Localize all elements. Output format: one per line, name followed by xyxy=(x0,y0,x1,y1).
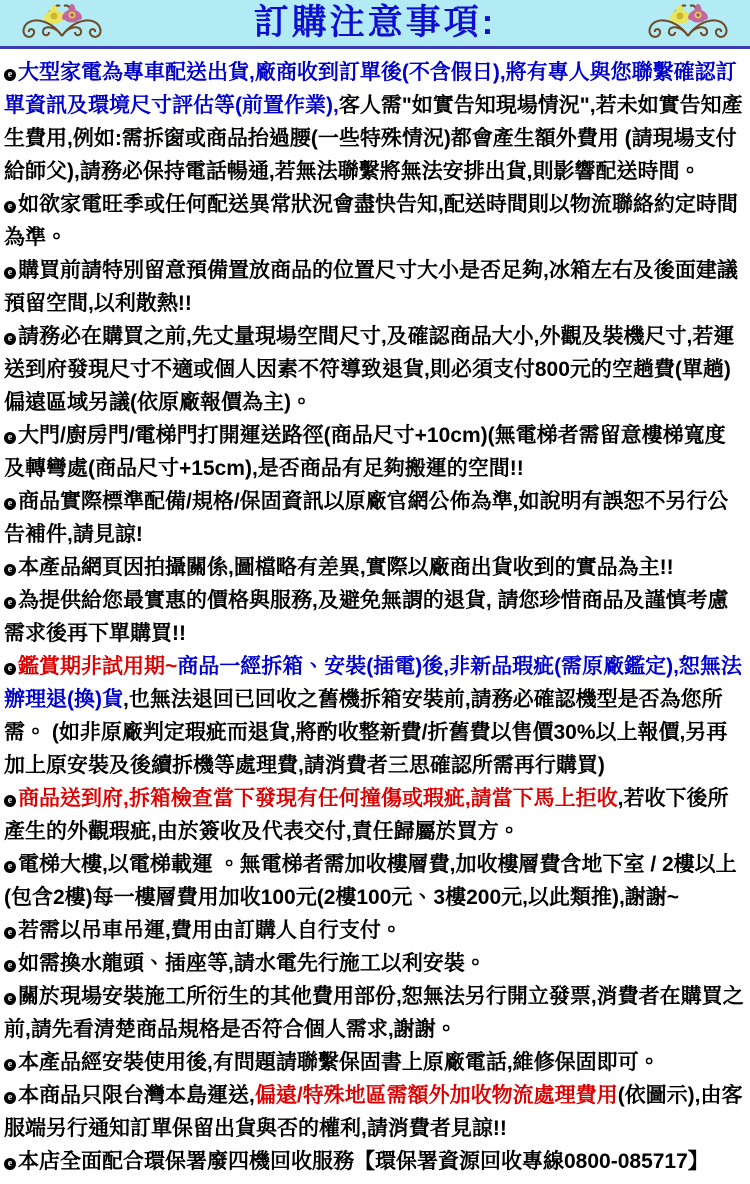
notice-text-segment: 本商品只限台灣本島運送, xyxy=(18,1084,255,1107)
page-header xyxy=(0,0,750,49)
notice-item xyxy=(4,188,744,254)
notice-text-segment: 電梯大樓,以電梯載運 。無電梯者需加收樓層費,加收樓層費含地下室 / 2樓以上(包含2樓)每一樓層費用加收100元(2樓100元、3樓200元,以此類推),謝謝~ xyxy=(4,853,737,909)
notice-item xyxy=(4,419,744,485)
floral-ornament-icon xyxy=(636,0,740,46)
notice-text-segment: 商品一經拆箱、安裝(插電)後,非新品瑕疵(需原廠鑑定),恕無法辦理退(換)貨 xyxy=(4,655,742,711)
notice-item xyxy=(4,254,744,320)
bullet-icon: e xyxy=(4,993,16,1005)
notice-text-segment: 本產品網頁因拍攝關係,圖檔略有差異,實際以廠商出貨收到的實品為主!! xyxy=(18,556,674,579)
notice-text-segment: 大門/廚房門/電梯門打開運送路徑(商品尺寸+10cm)(無電梯者需留意樓梯寬度及轉彎處(商品尺寸+15cm),是否商品有足夠搬運的空間!! xyxy=(4,424,726,480)
notice-text-segment: 鑑賞期非試用期~ xyxy=(18,655,178,678)
notice-text-segment: ,也無法退回已回收之舊機拆箱安裝前,請務必確認機型是否為您所需。 (如非原廠判定瑕疵而退貨,將酌收整新費/折舊費以售價30%以上報價,另再加上原安裝及後續拆機等處理費,請消費者三思確認所需再行購買) xyxy=(4,688,728,777)
notice-text-segment: 本產品經安裝使用後,有問題請聯繫保固書上原廠電話,維修保固即可。 xyxy=(18,1051,660,1074)
flower-pink-icon xyxy=(686,4,709,23)
notice-item xyxy=(4,584,744,650)
bullet-icon: e xyxy=(4,1092,16,1104)
notice-item xyxy=(4,551,744,584)
notice-item xyxy=(4,1046,744,1079)
floral-ornament-icon xyxy=(10,0,114,46)
bullet-icon: e xyxy=(4,597,16,609)
notice-item xyxy=(4,980,744,1046)
bullet-icon: e xyxy=(4,201,16,213)
notice-text-segment: 關於現場安裝施工所衍生的其他費用部份,恕無法另行開立發票,消費者在購買之前,請先看清楚商品規格是否符合個人需求,謝謝。 xyxy=(4,985,744,1041)
notice-item xyxy=(4,914,744,947)
notice-text-segment: 如需換水龍頭、插座等,請水電先行施工以利安裝。 xyxy=(18,952,486,975)
notice-text-segment: 偏遠/特殊地區需額外加收物流處理費用 xyxy=(254,1084,618,1107)
notice-text-segment: 為提供給您最實惠的價格與服務,及避免無謂的退貨, 請您珍惜商品及謹慎考慮需求後再下單購買!! xyxy=(4,589,729,645)
bullet-icon: e xyxy=(4,861,16,873)
bullet-icon: e xyxy=(4,795,16,807)
notice-text-segment: 大型家電為專車配送出貨,廠商收到訂單後(不含假日),將有專人與您聯繫確認訂單資訊及環境尺寸評估等(前置作業), xyxy=(4,61,737,117)
bullet-icon: e xyxy=(4,432,16,444)
notice-item xyxy=(4,56,744,188)
notice-text-segment: 本店全面配合環保署廢四機回收服務【環保署資源回收專線0800-085717】 xyxy=(18,1150,709,1173)
bullet-icon: e xyxy=(4,267,16,279)
notice-item xyxy=(4,947,744,980)
notice-text-segment: 如欲家電旺季或任何配送異常狀況會盡快告知,配送時間則以物流聯絡約定時間為準。 xyxy=(4,193,738,249)
notice-text-segment: (依圖示),由客服端另行通知訂單保留出貨與否的權利,請消費者見諒!! xyxy=(4,1084,743,1140)
notice-item xyxy=(4,848,744,914)
notice-text-segment: 商品送到府,拆箱檢查當下發現有任何撞傷或瑕疵,請當下馬上拒收 xyxy=(18,787,618,810)
notice-item xyxy=(4,1079,744,1145)
bullet-icon: e xyxy=(4,564,16,576)
notice-text-segment: 商品實際標準配備/規格/保固資訊以原廠官網公佈為準,如說明有誤恕不另行公告補件,請見諒! xyxy=(4,490,729,546)
notice-item xyxy=(4,1145,744,1178)
bullet-icon: e xyxy=(4,960,16,972)
bullet-icon: e xyxy=(4,1158,16,1170)
bullet-icon: e xyxy=(4,498,16,510)
notice-text-segment: 客人需"如實告知現場情況",若未如實告知產生費用,例如:需拆窗或商品抬過腰(一些特殊情況)都會產生額外費用 (請現場支付給師父),請務必保持電話暢通,若無法聯繫將無法安排出貨,則影響配送時間。 xyxy=(4,94,743,183)
flower-pink-icon xyxy=(60,4,83,23)
notice-text-segment: 請務必在購買之前,先丈量現場空間尺寸,及確認商品大小,外觀及裝機尺寸,若運送到府發現尺寸不適或個人因素不符導致退貨,則必須支付800元的空趟費(單趟)偏遠區域另議(依原廠報價為主)。 xyxy=(4,325,735,414)
flower-yellow-icon xyxy=(668,5,692,24)
flower-yellow-icon xyxy=(42,5,66,24)
bullet-icon: e xyxy=(4,1059,16,1071)
notice-text-segment: ,若收下後所產生的外觀瑕疵,由於簽收及代表交付,責任歸屬於買方。 xyxy=(4,787,729,843)
notice-item xyxy=(4,485,744,551)
notice-text-segment: 若需以吊車吊運,費用由訂購人自行支付。 xyxy=(18,919,402,942)
notice-item xyxy=(4,782,744,848)
bullet-icon: e xyxy=(4,663,16,675)
bullet-icon: e xyxy=(4,69,16,81)
notice-item xyxy=(4,650,744,782)
notes-list xyxy=(0,49,750,1184)
page-title: 訂購注意事項: xyxy=(253,3,497,42)
notice-text-segment: 購買前請特別留意預備置放商品的位置尺寸大小是否足夠,冰箱左右及後面建議預留空間,以利散熱!! xyxy=(4,259,738,315)
bullet-icon: e xyxy=(4,927,16,939)
bullet-icon: e xyxy=(4,333,16,345)
notice-item xyxy=(4,320,744,419)
